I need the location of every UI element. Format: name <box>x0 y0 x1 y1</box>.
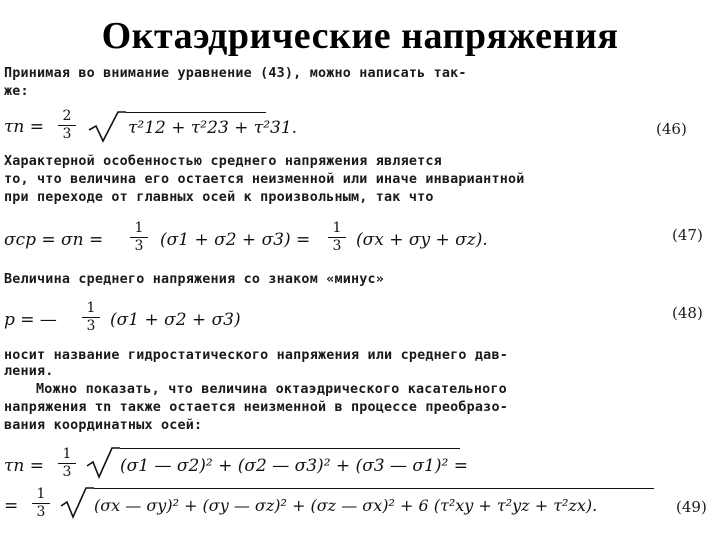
text-line: Величина среднего напряжения со знаком «минус» <box>4 272 385 287</box>
equation-47-middle: (σ1 + σ2 + σ3) = <box>160 230 311 250</box>
fraction-1-3: $\frac{1}{3}$ <box>58 446 76 481</box>
text-line: же: <box>4 84 29 99</box>
equation-46-radicand: τ²12 + τ²23 + τ²31. <box>128 118 298 138</box>
equation-number-47: (47) <box>672 226 703 244</box>
fraction-1-3: $\frac{1}{3}$ <box>130 220 148 255</box>
equation-48-rhs: (σ1 + σ2 + σ3) <box>110 310 241 330</box>
equation-46-lhs: τn = <box>4 117 45 137</box>
equation-49-radicand-2: (σx — σy)² + (σy — σz)² + (σz — σx)² + 6 (τ²xy + τ²yz + τ²zx). <box>94 496 598 515</box>
text-line: носит название гидростатического напряжения или среднего дав- <box>4 348 508 363</box>
text-line: Характерной особенностью среднего напряжения является <box>4 154 442 169</box>
text-line: вания координатных осей: <box>4 418 203 433</box>
radical-sign <box>84 446 120 480</box>
text-line: ления. <box>4 364 54 379</box>
equation-47-lhs: σср = σn = <box>4 230 104 250</box>
fraction-1-3: $\frac{1}{3}$ <box>328 220 346 255</box>
text-line: Принимая во внимание уравнение (43), можно написать так- <box>4 66 467 81</box>
text-line: Можно показать, что величина октаэдрического касательного <box>36 382 507 397</box>
equation-49-radicand-1: (σ1 — σ2)² + (σ2 — σ3)² + (σ3 — σ1)² = <box>120 456 468 476</box>
equation-number-46: (46) <box>656 120 687 138</box>
page-title: Октаэдрические напряжения <box>101 15 619 57</box>
radical-overline <box>120 448 460 449</box>
text-line: напряжения τn также остается неизменной в процессе преобразо- <box>4 400 508 415</box>
equation-number-48: (48) <box>672 304 703 322</box>
radical-overline <box>94 488 654 489</box>
equation-47-rhs: (σx + σy + σz). <box>356 230 488 250</box>
equation-48-lhs: p = — <box>4 310 57 330</box>
equation-49-lhs: τn = <box>4 456 45 476</box>
equation-number-49: (49) <box>676 498 707 516</box>
fraction-1-3: $\frac{1}{3}$ <box>82 300 100 335</box>
scanned-page <box>0 62 720 540</box>
radical-sign <box>58 486 94 520</box>
equation-49-continuation: = <box>4 496 19 516</box>
radical-overline <box>126 112 266 113</box>
text-line: то, что величина его остается неизменной или иначе инвариантной <box>4 172 525 187</box>
radical-sign <box>86 110 126 144</box>
fraction-1-3: $\frac{1}{3}$ <box>32 486 50 521</box>
text-line: при переходе от главных осей к произвольным, так что <box>4 190 434 205</box>
fraction-2-3: $\frac{2}{3}$ <box>58 108 76 143</box>
